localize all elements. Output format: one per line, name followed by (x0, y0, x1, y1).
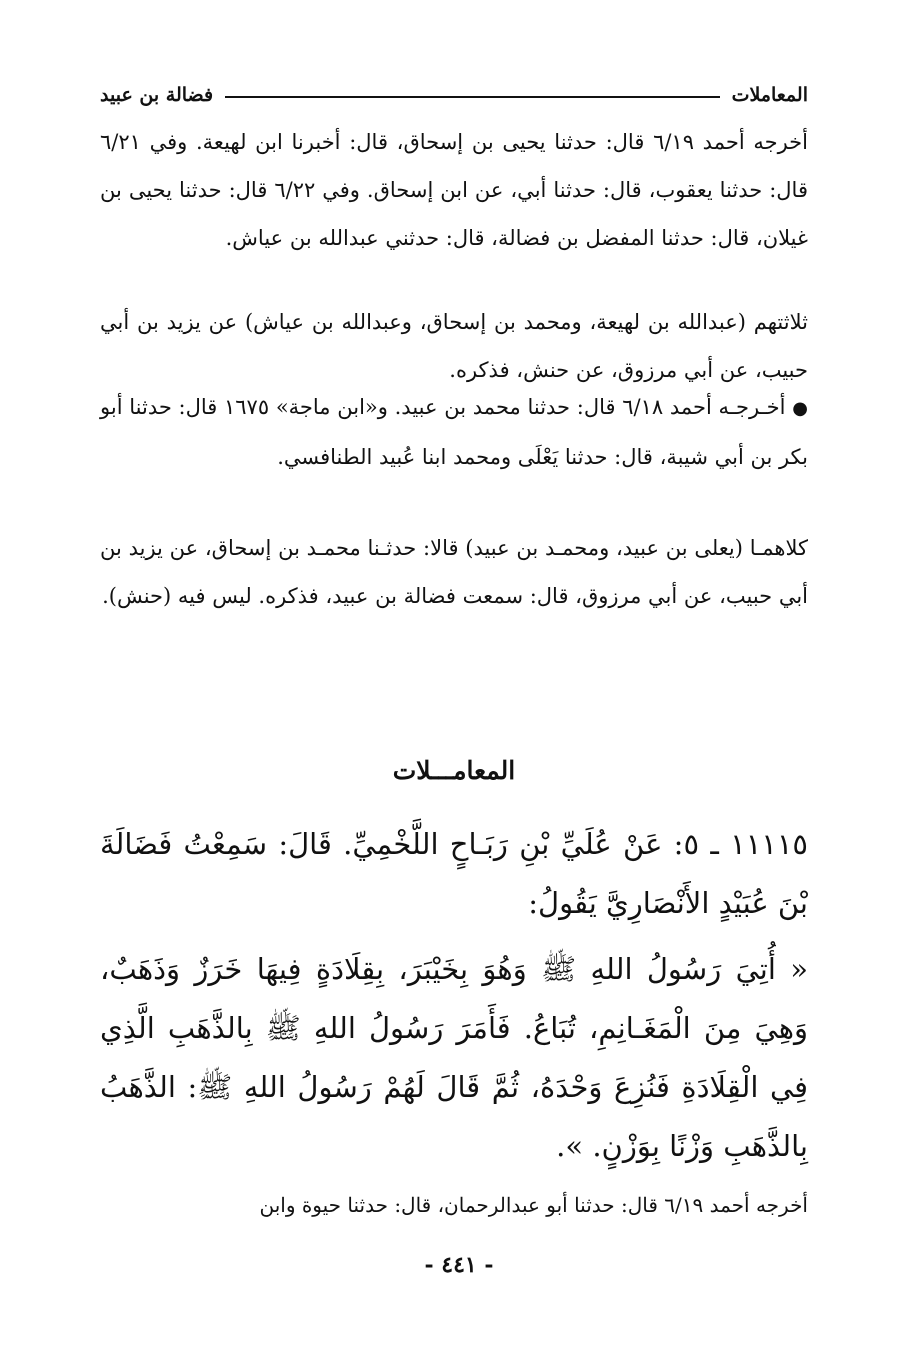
header-narrator: فضالة بن عبيد (100, 84, 214, 106)
hadith-isnad: ١١١١٥ ـ ٥: عَنْ عُلَيِّ بْنِ رَبَـاحٍ اللَّخْمِيِّ. قَالَ: سَمِعْتُ فَضَالَةَ بْنَ عُبَيْدٍ الأَنْصَارِيَّ يَقُولُ: (100, 827, 809, 920)
takhrij-paragraph-4: كلاهمـا (يعلى بن عبيد، ومحمـد بن عبيد) قالا: حدثـنا محمـد بن إسحاق، عن يزيد بن أبي حبيب، عن أبي مرزوق، قال: سمعت فضالة بن عبيد، فذكره. ليس فيه (حنش). (100, 536, 808, 608)
takhrij-paragraph-1: أخرجه أحمد ٦/١٩ قال: حدثنا يحيى بن إسحاق، قال: أخبرنا ابن لهيعة. وفي ٦/٢١ قال: حدثنا يعقوب، قال: حدثنا أبي، عن ابن إسحاق. وفي ٦/٢٢ قال: حدثنا يحيى بن غيلان، قال: حدثنا المفضل بن فضالة، قال: حدثني عبدالله بن عياش. (100, 130, 809, 250)
takhrij-paragraph-3 (100, 383, 808, 481)
header-chapter: المعاملات (731, 84, 808, 106)
hadith-matn: « أُتِيَ رَسُولُ اللهِ ﷺ وَهُوَ بِخَيْبَرَ، بِقِلَادَةٍ فِيهَا خَرَزٌ وَذَهَبٌ، وَهِيَ مِنَ الْمَغَـانِمِ، تُبَاعُ. فَأَمَرَ رَسُولُ اللهِ ﷺ بِالذَّهَبِ الَّذِي فِي الْقِلَادَةِ فَنُزِعَ وَحْدَهُ، ثُمَّ قَالَ لَهُمْ رَسُولُ اللهِ ﷺ: الذَّهَبُ بِالذَّهَبِ وَزْنًا بِوَزْنٍ. ». (100, 952, 808, 1163)
takhrij-paragraph-2: ثلاثتهم (عبدالله بن لهيعة، ومحمد بن إسحاق، وعبدالله بن عياش) عن يزيد بن أبي حبيب، عن أبي مرزوق، عن حنش، فذكره. (100, 310, 808, 382)
takhrij-footnote: أخرجه أحمد ٦/١٩ قال: حدثنا أبو عبدالرحمان، قال: حدثنا حيوة وابن (259, 1193, 808, 1217)
bullet-icon: ● (792, 398, 808, 419)
section-title: المعامـــلات (392, 756, 516, 785)
header-rule (225, 96, 719, 98)
running-header (100, 74, 808, 106)
takhrij-paragraph-3-text: أخـرجـه أحمد ٦/١٨ قال: حدثنا محمد بن عبيد. و«ابن ماجة» ١٦٧٥ قال: حدثنا أبو بكر بن أبي شيبة، قال: حدثنا يَعْلَى ومحمد ابنا عُبيد الطنافسي. (100, 395, 808, 469)
page-number: - ٤٤١ - (424, 1252, 494, 1278)
